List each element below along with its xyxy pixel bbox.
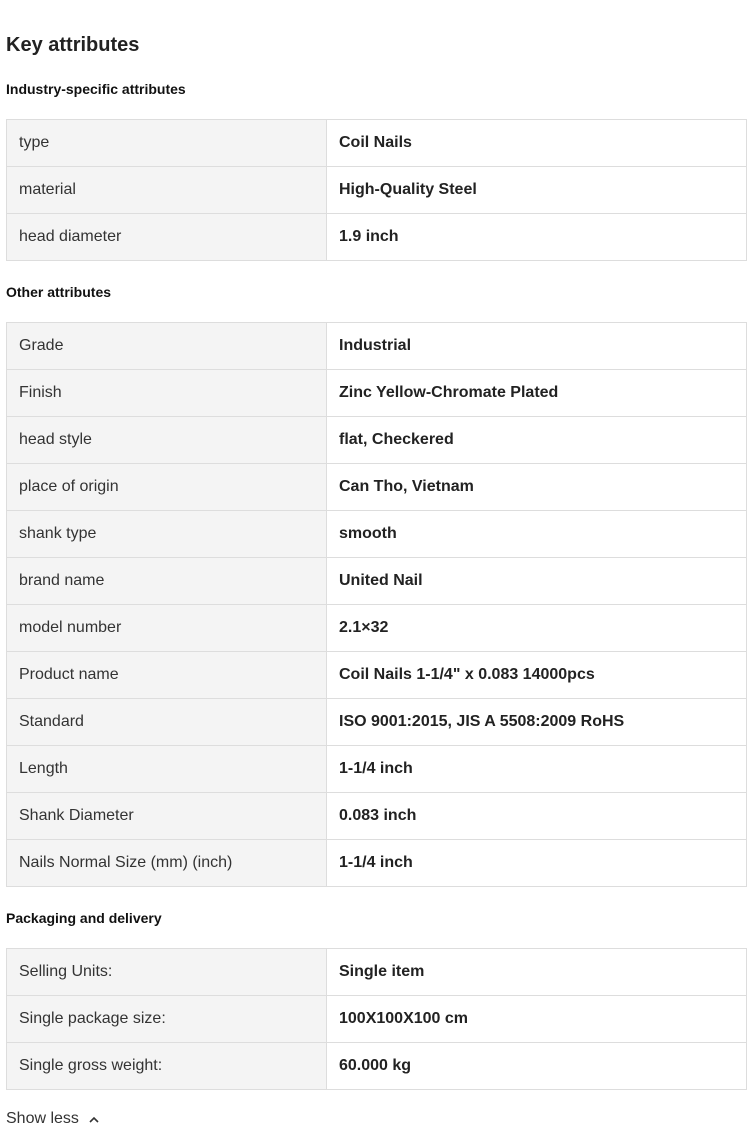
attribute-key: model number — [7, 605, 327, 651]
attribute-key: Length — [7, 746, 327, 792]
attribute-key: Single package size: — [7, 996, 327, 1042]
attribute-value: 100X100X100 cm — [327, 996, 747, 1042]
attribute-value: smooth — [327, 511, 747, 557]
table-row — [7, 699, 747, 746]
attribute-key: Finish — [7, 370, 327, 416]
attribute-key: head diameter — [7, 214, 327, 260]
attribute-value: ISO 9001:2015, JIS A 5508:2009 RoHS — [327, 699, 747, 745]
attribute-key: brand name — [7, 558, 327, 604]
table-row — [7, 558, 747, 605]
chevron-up-icon — [89, 1112, 99, 1126]
attribute-key: head style — [7, 417, 327, 463]
table-row — [7, 120, 747, 167]
table-row — [7, 464, 747, 511]
attribute-key: place of origin — [7, 464, 327, 510]
attribute-value: Single item — [327, 949, 747, 995]
attribute-key: material — [7, 167, 327, 213]
attribute-key: type — [7, 120, 327, 166]
attribute-key: Standard — [7, 699, 327, 745]
industry-attributes-table — [6, 119, 747, 261]
page-title: Key attributes — [6, 34, 140, 56]
attribute-value: 60.000 kg — [327, 1043, 747, 1089]
attribute-key: Grade — [7, 323, 327, 369]
attribute-value: Industrial — [327, 323, 747, 369]
attribute-key: Nails Normal Size (mm) (inch) — [7, 840, 327, 886]
table-row — [7, 417, 747, 464]
table-row — [7, 167, 747, 214]
attribute-value: 1-1/4 inch — [327, 746, 747, 792]
attribute-value: 2.1×32 — [327, 605, 747, 651]
table-row — [7, 605, 747, 652]
section-heading-other: Other attributes — [6, 284, 112, 300]
attribute-value: Coil Nails — [327, 120, 747, 166]
table-row — [7, 840, 747, 887]
table-row — [7, 370, 747, 417]
attribute-value: United Nail — [327, 558, 747, 604]
table-row — [7, 793, 747, 840]
attribute-key: shank type — [7, 511, 327, 557]
table-row — [7, 323, 747, 370]
attribute-key: Single gross weight: — [7, 1043, 327, 1089]
show-less-button[interactable] — [6, 1110, 99, 1128]
table-row — [7, 511, 747, 558]
table-row — [7, 949, 747, 996]
attribute-value: Can Tho, Vietnam — [327, 464, 747, 510]
table-row — [7, 746, 747, 793]
table-row — [7, 652, 747, 699]
table-row — [7, 1043, 747, 1090]
attribute-key: Selling Units: — [7, 949, 327, 995]
packaging-attributes-table — [6, 948, 747, 1090]
attribute-value: 1.9 inch — [327, 214, 747, 260]
attribute-value: flat, Checkered — [327, 417, 747, 463]
section-heading-industry: Industry-specific attributes — [6, 81, 186, 97]
attribute-value: 0.083 inch — [327, 793, 747, 839]
other-attributes-table — [6, 322, 747, 887]
attribute-value: 1-1/4 inch — [327, 840, 747, 886]
attribute-value: Zinc Yellow-Chromate Plated — [327, 370, 747, 416]
show-less-label: Show less — [6, 1110, 79, 1127]
table-row — [7, 214, 747, 261]
attribute-key: Shank Diameter — [7, 793, 327, 839]
attribute-value: Coil Nails 1-1/4" x 0.083 14000pcs — [327, 652, 747, 698]
table-row — [7, 996, 747, 1043]
section-heading-packaging: Packaging and delivery — [6, 910, 162, 926]
attribute-value: High-Quality Steel — [327, 167, 747, 213]
attribute-key: Product name — [7, 652, 327, 698]
